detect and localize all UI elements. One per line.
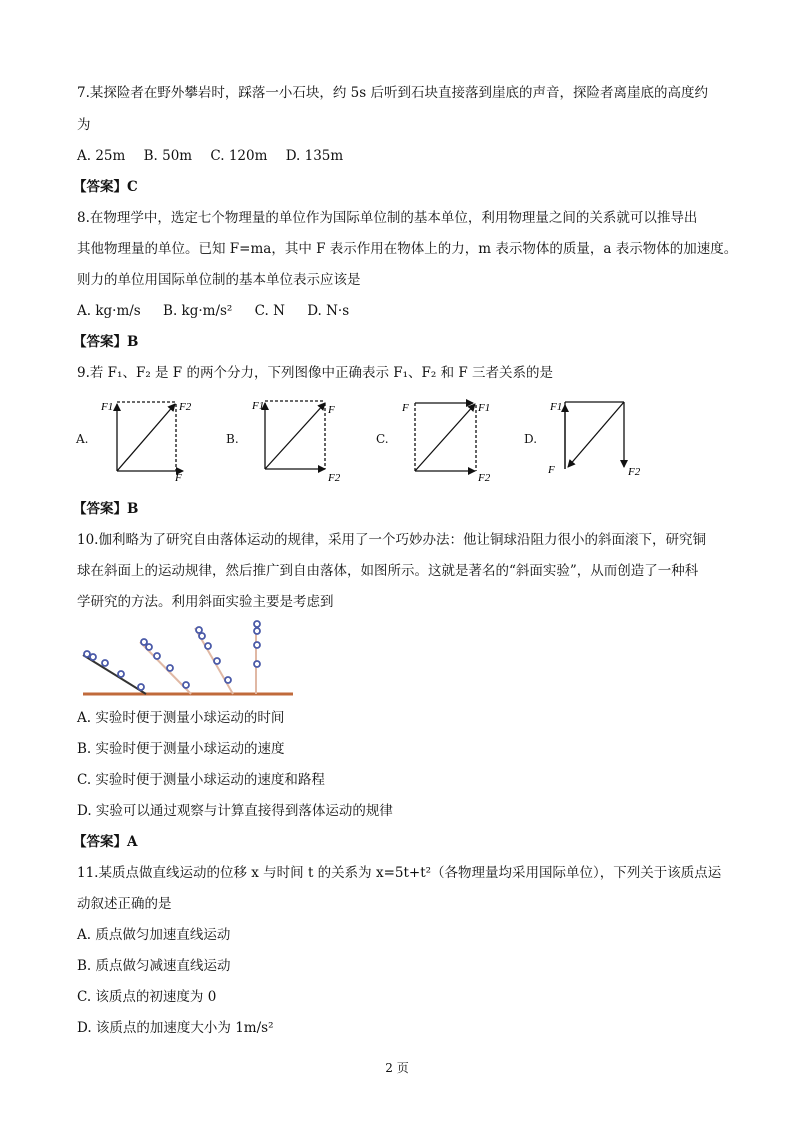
svg-text:F2: F2 [478, 472, 491, 484]
svg-text:F: F [548, 464, 555, 476]
q7-option-d: D. 135m [285, 148, 344, 164]
answer-label: 【答案】 [73, 834, 127, 850]
svg-text:F1: F1 [252, 400, 265, 412]
q11-stem-line1: 11.某质点做直线运动的位移 x 与时间 t 的关系为 x=5t+t²（各物理量均采用国际单位），下列关于该质点运 [77, 865, 722, 881]
q10-inclined-plane-figure [78, 618, 298, 700]
answer-label: 【答案】 [73, 179, 127, 195]
q9-letter-a: A. [76, 432, 89, 446]
q7-option-b: B. 50m [143, 148, 193, 164]
q11-option-d: D. 该质点的加速度大小为 1m/s² [77, 1020, 274, 1036]
q7-options [77, 147, 357, 165]
q7-option-c: C. 120m [210, 148, 268, 164]
q8-option-d: D. N·s [307, 303, 350, 319]
svg-text:F: F [402, 402, 409, 414]
q11-stem-line2: 动叙述正确的是 [77, 896, 172, 912]
q9-letter-d: D. [524, 432, 538, 446]
q10-answer [73, 833, 137, 851]
q8-stem-line1: 8.在物理学中，选定七个物理量的单位作为国际单位制的基本单位，利用物理量之间的关系就可以推导出 [77, 210, 698, 226]
q11-option-c: C. 该质点的初速度为 0 [77, 989, 217, 1005]
q7-option-a: A. 25m [77, 148, 126, 164]
page-number: 2 页 [385, 1061, 409, 1075]
q7-stem-line1: 7.某探险者在野外攀岩时，踩落一小石块，约 5s 后听到石块直接落到崖底的声音，探险者离崖底的高度约 [77, 85, 708, 101]
q11-option-a: A. 质点做匀加速直线运动 [77, 927, 231, 943]
answer-label: 【答案】 [73, 501, 127, 517]
q9-answer [73, 500, 138, 518]
q9-diagram-a [95, 395, 205, 485]
svg-text:F2: F2 [328, 472, 341, 484]
q11-option-b: B. 质点做匀减速直线运动 [77, 958, 231, 974]
q10-option-a: A. 实验时便于测量小球运动的时间 [77, 710, 285, 726]
q8-stem-line2: 其他物理量的单位。已知 F=ma，其中 F 表示作用在物体上的力，m 表示物体的质量，a 表示物体的加速度。 [77, 241, 738, 257]
q8-stem-line3: 则力的单位用国际单位制的基本单位表示应该是 [77, 272, 361, 288]
q10-option-c: C. 实验时便于测量小球运动的速度和路程 [77, 772, 325, 788]
q9-diagram-c [398, 395, 508, 485]
answer-label: 【答案】 [73, 334, 127, 350]
q9-letter-b: B. [226, 432, 239, 446]
svg-text:F1: F1 [478, 402, 491, 414]
q9-stem: 9.若 F₁、F₂ 是 F 的两个分力，下列图像中正确表示 F₁、F₂ 和 F 三者关系的是 [77, 365, 554, 381]
answer-value: B [127, 501, 139, 517]
q8-options [77, 302, 367, 320]
q8-option-c: C. N [254, 303, 285, 319]
q10-option-d: D. 实验可以通过观察与计算直接得到落体运动的规律 [77, 803, 393, 819]
q8-option-a: A. kg·m/s [77, 303, 141, 319]
balls [84, 621, 260, 690]
label-f1: F1 [101, 401, 114, 413]
q10-stem-line3: 学研究的方法。利用斜面实验主要是考虑到 [77, 594, 334, 610]
q9-diagram-b [248, 395, 358, 485]
q10-stem-line2: 球在斜面上的运动规律，然后推广到自由落体，如图所示。这就是著名的“斜面实验”，从而创造了一种科 [77, 563, 699, 579]
svg-text:F1: F1 [550, 401, 563, 413]
q8-option-b: B. kg·m/s² [163, 303, 233, 319]
q7-answer [73, 178, 138, 196]
label-f2: F2 [179, 401, 192, 413]
answer-value: A [127, 834, 138, 850]
svg-text:F: F [328, 404, 335, 416]
q10-stem-line1: 10.伽利略为了研究自由落体运动的规律，采用了一个巧妙办法：他让铜球沿阻力很小的斜面滚下，研究铜 [77, 532, 706, 548]
arrow-f2 [117, 404, 175, 471]
answer-value: C [127, 179, 138, 195]
q9-diagram-d [548, 395, 658, 485]
svg-text:F2: F2 [628, 466, 641, 478]
q8-answer [73, 333, 138, 351]
answer-value: B [127, 334, 139, 350]
q10-option-b: B. 实验时便于测量小球运动的速度 [77, 741, 285, 757]
label-f: F [175, 472, 182, 484]
q7-stem-line2: 为 [77, 117, 91, 133]
q9-letter-c: C. [376, 432, 389, 446]
